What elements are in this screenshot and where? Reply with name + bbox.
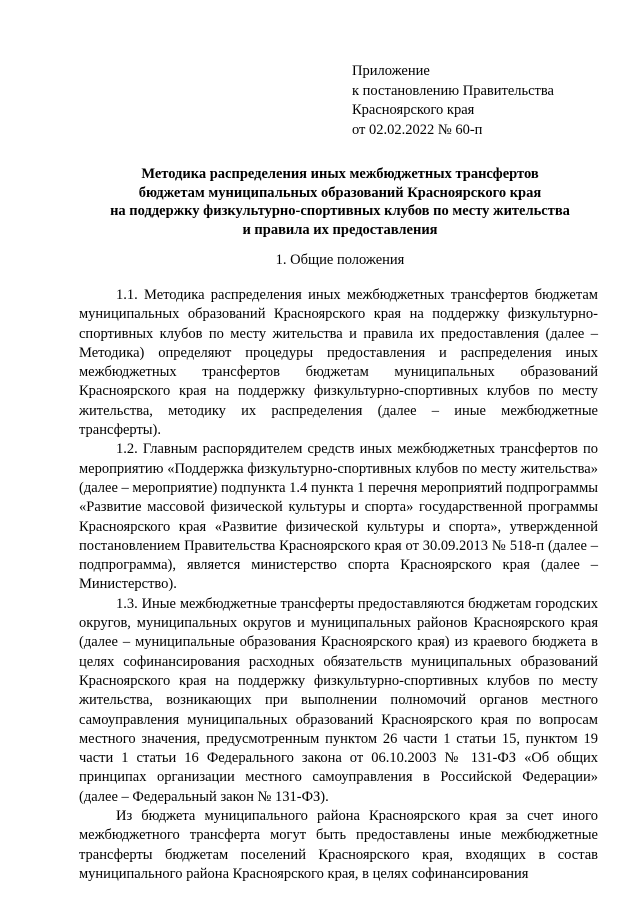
paragraph-1-1: 1.1. Методика распределения иных межбюджетных трансфертов бюджетам муниципальных образований Красноярского края на поддержку физкультурно-спортивных клубов по месту жительства и правила их предоставления (далее – Методика) определяют процедуры предоставления и распределения иных межбюджетных трансфертов бюджетам муниципальных образований Красноярского края на поддержку физкультурно-спортивных клубов по месту жительства, методику их распределения (далее – иные межбюджетные трансферты).	[79, 287, 598, 439]
title-line-3: на поддержку физкультурно-спортивных клубов по месту жительства	[110, 203, 570, 219]
approval-line-1: Приложение	[352, 63, 430, 79]
paragraph-continuation: Из бюджета муниципального района Красноярского края за счет иного межбюджетного трансферта могут быть предоставлены иные межбюджетные трансферты бюджетам поселений Красноярского края, входящих в состав муниципального района Красноярского края, в целях софинансирования	[79, 808, 598, 882]
title-line-1: Методика распределения иных межбюджетных трансфертов	[141, 166, 539, 182]
document-body	[79, 286, 598, 884]
approval-line-2: к постановлению Правительства	[352, 82, 554, 99]
document-title	[60, 165, 620, 239]
approval-line-3: Красноярского края	[352, 102, 475, 118]
paragraph-1-3: 1.3. Иные межбюджетные трансферты предоставляются бюджетам городских округов, муниципальных округов и муниципальных районов Красноярского края (далее – муниципальные образования Красноярского края) из краевого бюджета в целях софинансирования расходных обязательств муниципальных образований Красноярского края на поддержку физкультурно-спортивных клубов по месту жительства, возникающих при выполнении полномочий органов местного самоуправления муниципальных образований Красноярского края по вопросам местного значения, предусмотренным пунктом 26 части 1 статьи 15, пунктом 19 части 1 статьи 16 Федерального закона от 06.10.2003 № 131-ФЗ «Об общих принципах организации местного самоуправления в Российской Федерации» (далее – Федеральный закон № 131-ФЗ).	[79, 595, 598, 805]
section-heading: 1. Общие положения	[275, 252, 405, 268]
title-line-2: бюджетам муниципальных образований Красноярского края	[138, 184, 542, 201]
title-line-4: и правила их предоставления	[242, 221, 438, 238]
approval-line-4: от 02.02.2022 № 60-п	[352, 121, 483, 138]
paragraph-1-2: 1.2. Главным распорядителем средств иных межбюджетных трансфертов по мероприятию «Поддержка физкультурно-спортивных клубов по месту жительства» (далее – мероприятие) подпункта 1.4 пункта 1 перечня мероприятий подпрограммы «Развитие массовой физической культуры и спорта» государственной программы Красноярского края «Развитие физической культуры и спорта», утвержденной постановлением Правительства Красноярского края от 30.09.2013 № 518-п (далее – подпрограмма), является министерство спорта Красноярского края (далее – Министерство).	[79, 441, 598, 593]
approval-block	[352, 62, 554, 140]
